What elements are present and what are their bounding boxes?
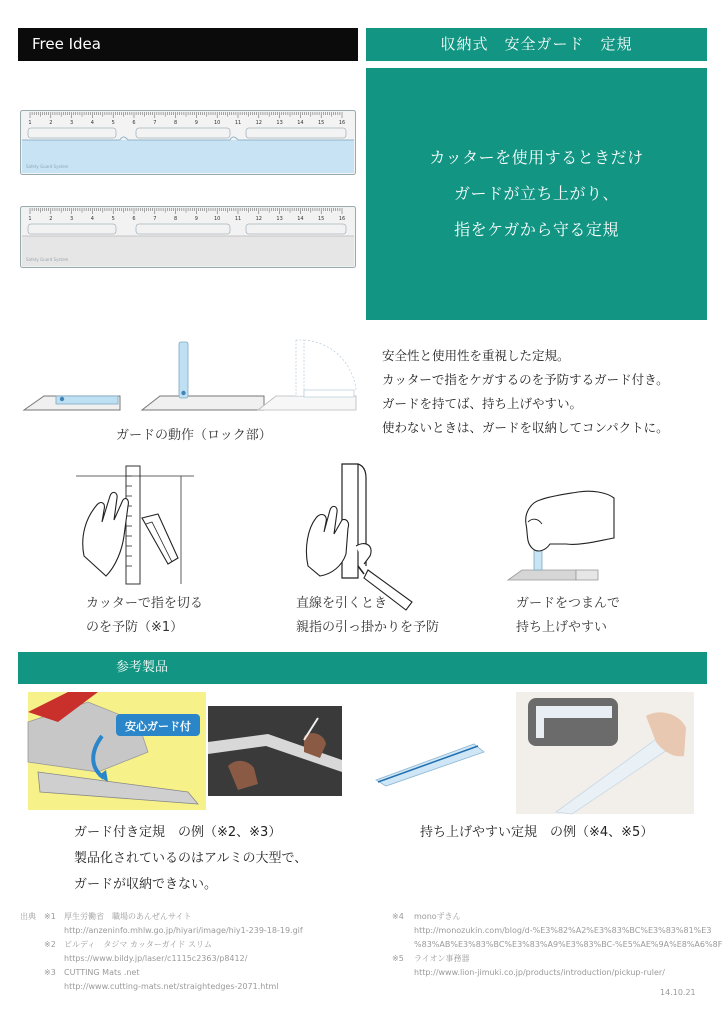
footnote-text: 厚生労働省 職場のあんぜんサイト <box>64 912 192 921</box>
footnote-line <box>20 910 303 924</box>
lifting-guard-illustration <box>506 488 618 584</box>
lock-step-3-illustration <box>258 334 358 412</box>
ruler-number: 3 <box>70 216 74 222</box>
ruler-number: 5 <box>111 120 115 126</box>
hero-line-3: 指をケガから守る定規 <box>454 220 619 239</box>
footnote-text: monoずきん <box>414 912 461 921</box>
ruler-number: 9 <box>194 216 198 222</box>
reference-photo-lift-ruler-2 <box>516 692 694 814</box>
usage-caption-line: 持ち上げやすい <box>516 620 608 635</box>
usage-caption-line: のを予防（※1） <box>86 620 184 635</box>
footnote-tag: ※3 <box>44 968 56 977</box>
footnote-tag: ※5 <box>392 954 404 963</box>
hero-line-1: カッターを使用するときだけ <box>429 148 644 167</box>
footnote-url: http://www.cutting-mats.net/straightedges-2071.html <box>64 982 279 991</box>
ruler-number: 4 <box>90 216 94 222</box>
ruler-number: 8 <box>174 120 178 126</box>
usage-caption-drawing <box>296 592 439 640</box>
footnotes-left <box>20 910 303 994</box>
footnote-url: http://anzeninfo.mhlw.go.jp/hiyari/image/hiy1-239-18-19.gif <box>64 926 303 935</box>
brand-name: Free Idea <box>32 35 101 53</box>
hero-line-2: ガードが立ち上がり、 <box>453 184 619 203</box>
footnote-line <box>392 952 722 966</box>
ruler-number: 6 <box>132 216 136 222</box>
document-date: 14.10.21 <box>660 988 696 997</box>
ruler-logo-text: Safety Guard System <box>26 164 69 169</box>
ruler-number: 3 <box>70 120 74 126</box>
footnote-url: http://monozukin.com/blog/d-%E3%82%A2%E3%83%BC%E3%83%81%E3 <box>414 926 712 935</box>
ruler-number: 6 <box>132 120 136 126</box>
ruler-number: 13 <box>276 216 283 222</box>
ruler-number: 12 <box>255 120 262 126</box>
ruler-number: 16 <box>338 120 346 126</box>
reference-photo-lift-ruler-1 <box>374 738 486 788</box>
ruler-guard-stored-illustration <box>20 206 356 268</box>
description-line: 安全性と使用性を重視した定規。 <box>382 348 570 363</box>
ruler-number: 2 <box>49 216 53 222</box>
ruler-number: 7 <box>153 120 157 126</box>
ruler-number: 1 <box>28 120 32 126</box>
reference-caption-line: ガードが収納できない。 <box>74 877 218 892</box>
ruler-number: 11 <box>234 216 242 222</box>
usage-caption-lifting <box>516 592 620 640</box>
ruler-number: 14 <box>297 216 304 222</box>
ruler-number: 12 <box>255 216 262 222</box>
footnote-text: ビルディ タジマ カッターガイド スリム <box>64 940 212 949</box>
ruler-number: 13 <box>276 120 283 126</box>
description-line: ガードを持てば、持ち上げやすい。 <box>382 396 583 411</box>
lock-step-2-illustration <box>142 340 266 412</box>
description-line: カッターで指をケガするのを予防するガード付き。 <box>382 372 669 387</box>
footnote-tag: ※4 <box>392 912 404 921</box>
footnote-tag: ※2 <box>44 940 56 949</box>
lock-step-1-illustration <box>24 388 124 412</box>
usage-caption-cutting <box>86 592 203 640</box>
cutting-hands-illustration <box>76 466 194 584</box>
reference-left-caption <box>74 820 307 898</box>
ruler-number: 1 <box>28 216 32 222</box>
reference-section-header <box>18 652 707 684</box>
footnote-url: http://www.lion-jimuki.co.jp/products/introduction/pickup-ruler/ <box>414 968 665 977</box>
ruler-number: 15 <box>318 216 325 222</box>
footnote-url: https://www.bildy.jp/laser/c1115c2363/p8412/ <box>64 954 248 963</box>
usage-caption-line: ガードをつまんで <box>516 596 621 611</box>
ruler-number: 10 <box>214 216 221 222</box>
reference-right-caption: 持ち上げやすい定規 の例（※4、※5） <box>420 825 654 840</box>
drawing-line-illustration <box>302 462 422 612</box>
ruler-number: 4 <box>90 120 94 126</box>
ruler-logo-text: Safety Guard System <box>26 257 69 262</box>
ruler-guard-up-illustration <box>20 110 356 176</box>
footnote-line <box>20 938 303 952</box>
reference-caption-line: 製品化されているのはアルミの大型で、 <box>74 851 308 866</box>
product-title: 収納式 安全ガード 定規 <box>440 35 633 53</box>
hero-panel <box>366 68 707 320</box>
usage-caption-line: 直線を引くとき <box>296 596 388 611</box>
lock-caption: ガードの動作（ロック部） <box>116 428 272 443</box>
ruler-number: 15 <box>318 120 325 126</box>
footnote-line <box>20 966 303 980</box>
ruler-number: 11 <box>234 120 242 126</box>
reference-title: 参考製品 <box>116 660 169 675</box>
reference-caption-line: ガード付き定規 の例（※2、※3） <box>74 825 282 840</box>
reference-photo-guard-ruler-1 <box>28 692 206 810</box>
footnote-tag: 出典 ※1 <box>20 912 56 921</box>
footnotes-right <box>392 910 722 980</box>
usage-caption-line: カッターで指を切る <box>86 596 203 611</box>
ruler-number: 10 <box>214 120 221 126</box>
usage-caption-line: 親指の引っ掛かりを予防 <box>296 620 440 635</box>
guard-badge-text: 安心ガード付 <box>125 720 191 733</box>
ruler-number: 5 <box>111 216 115 222</box>
footnote-text: CUTTING Mats .net <box>64 968 140 977</box>
footnote-text: ライオン事務器 <box>414 954 470 963</box>
brand-header <box>18 28 358 61</box>
reference-photo-guard-ruler-2 <box>208 706 342 796</box>
footnote-url: %83%AB%E3%83%BC%E3%83%A9%E3%83%BC-%E5%AE%9A%E8%A6%8F <box>414 940 723 949</box>
description-line: 使わないときは、ガードを収納してコンパクトに。 <box>382 420 669 435</box>
product-description <box>382 344 712 440</box>
ruler-number: 9 <box>194 120 198 126</box>
ruler-number: 8 <box>174 216 178 222</box>
product-title-bar <box>366 28 707 61</box>
ruler-number: 2 <box>49 120 53 126</box>
ruler-number: 16 <box>338 216 346 222</box>
ruler-number: 14 <box>297 120 304 126</box>
ruler-number: 7 <box>153 216 157 222</box>
footnote-line <box>392 910 722 924</box>
